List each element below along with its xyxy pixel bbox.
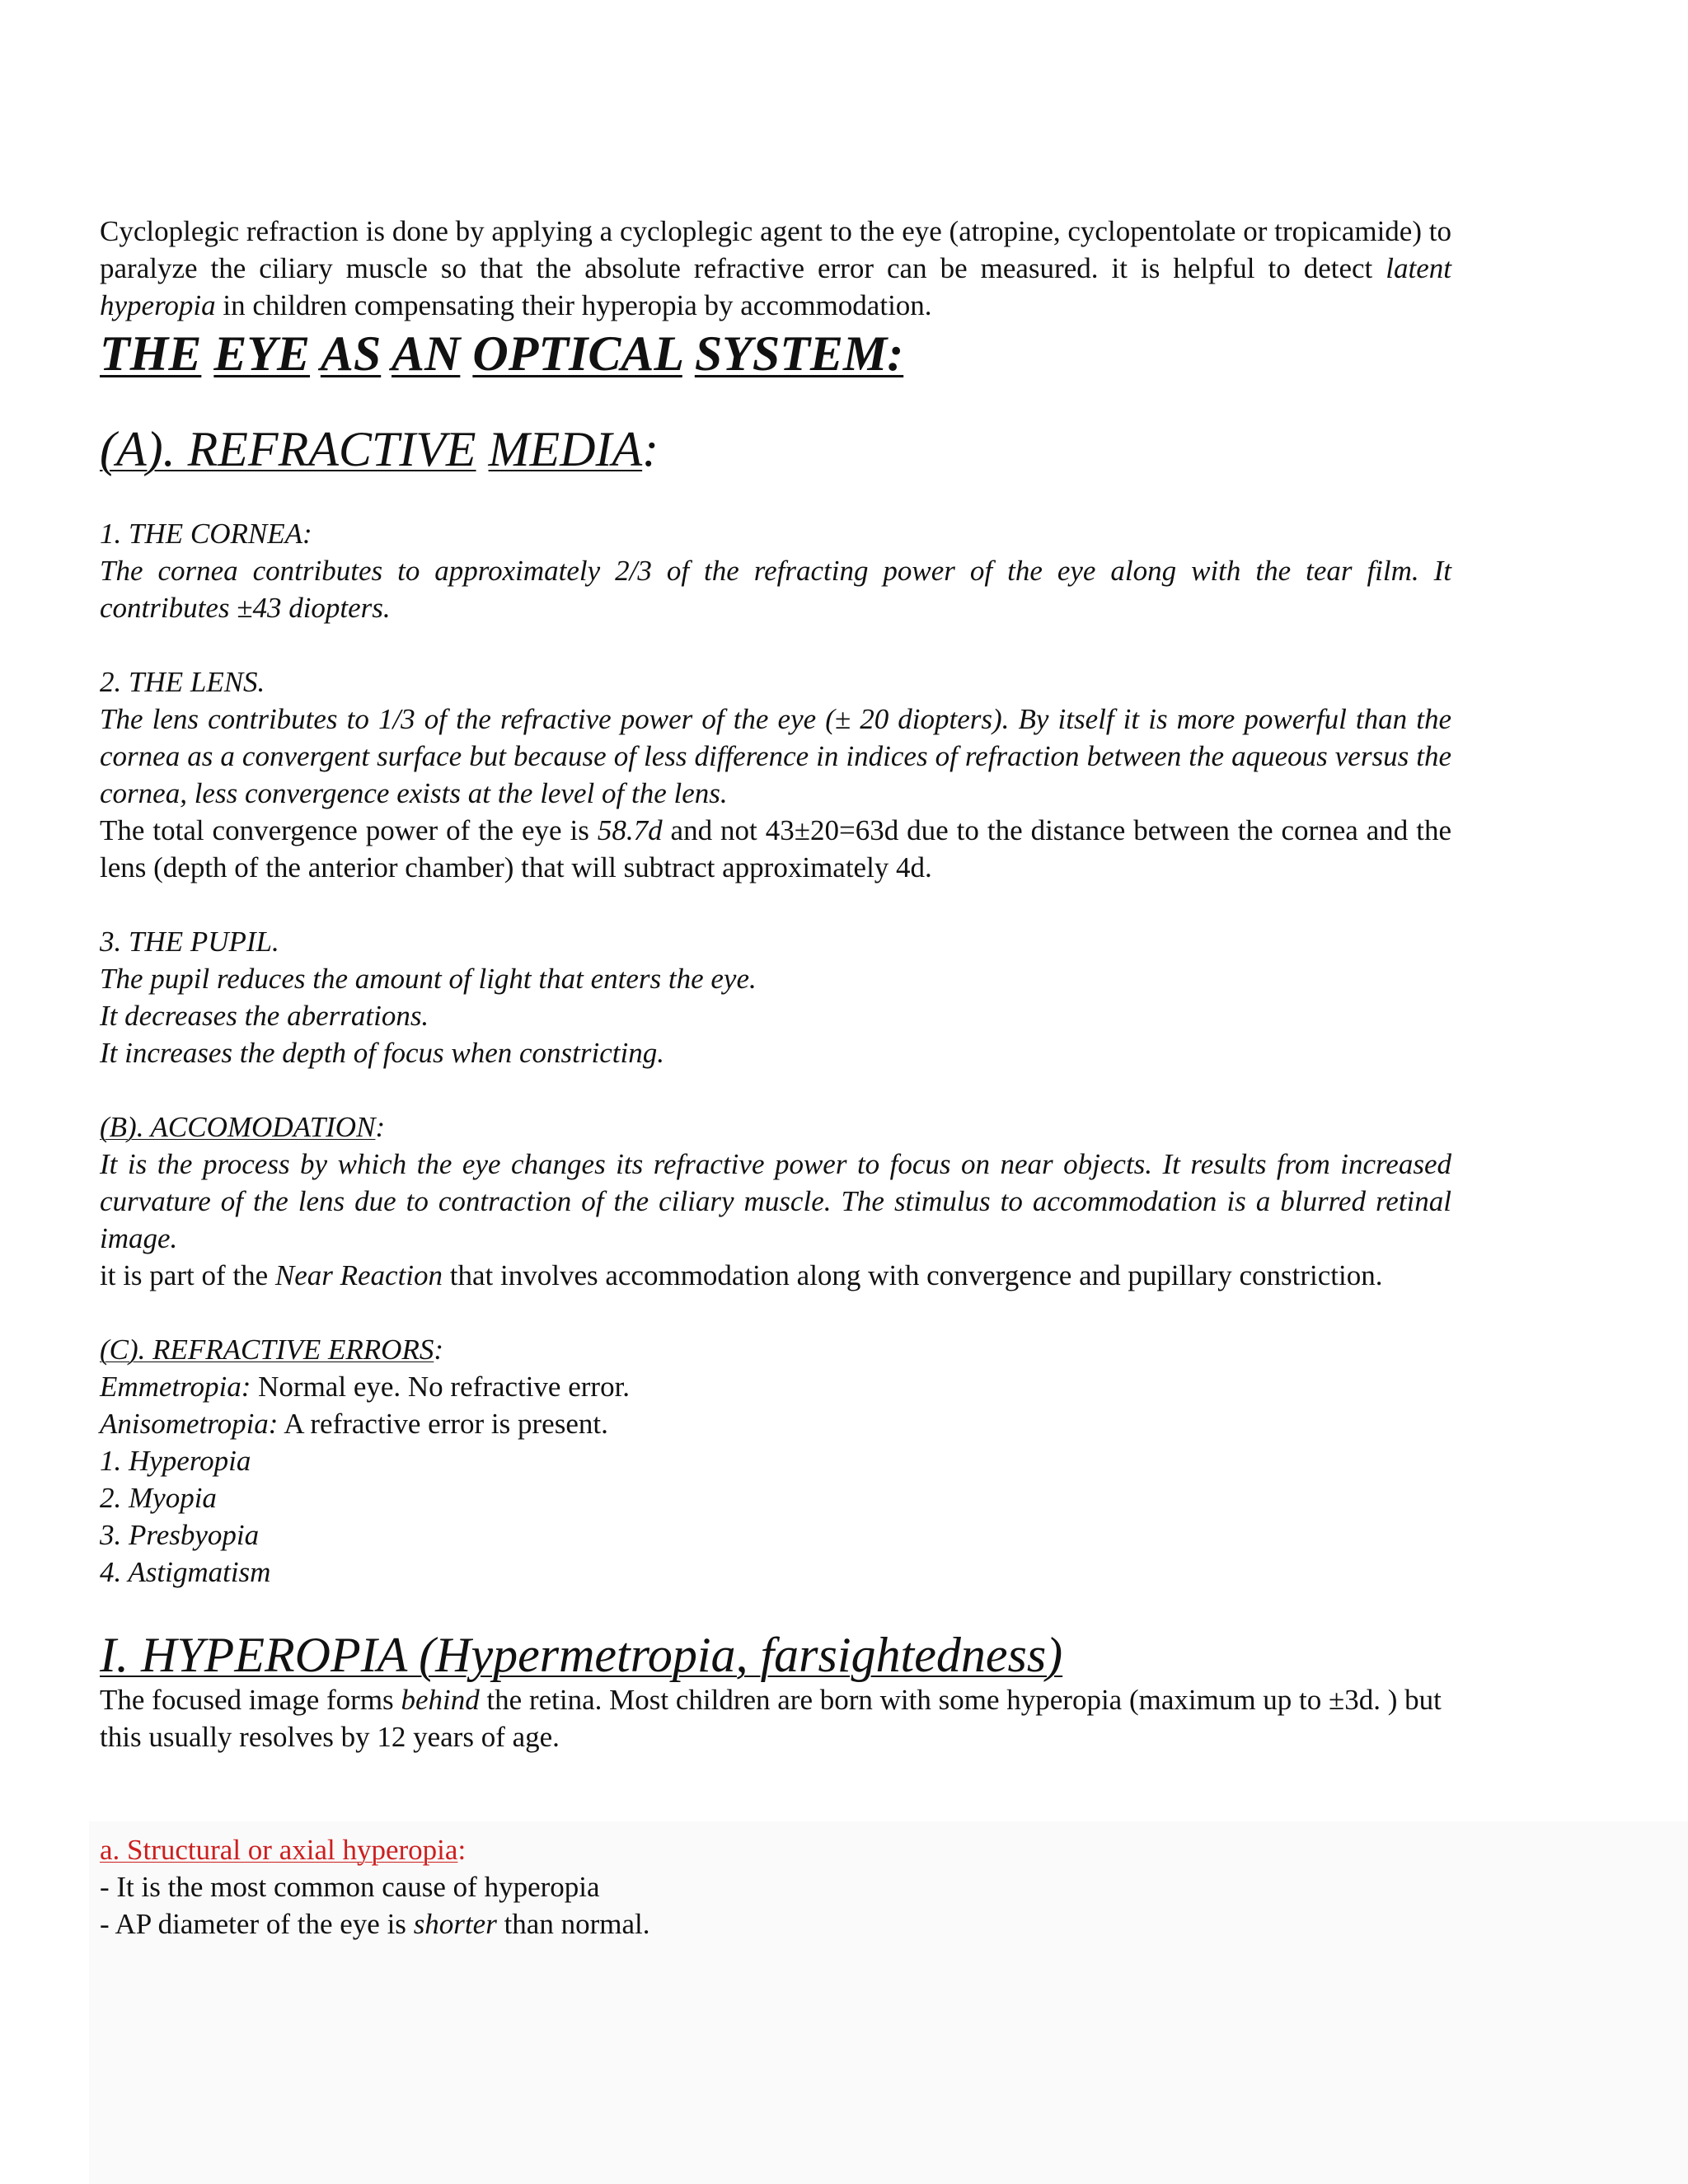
near-reaction-text: it is part of the Near Reaction that involves accommodation along with convergence and pupillary constriction. [100,1259,1383,1291]
section-a-heading: (A). REFRACTIVE MEDIA: [100,422,659,476]
refractive-error-item: 3. Presbyopia [100,1519,260,1551]
emmetropia-line: Emmetropia: Normal eye. No refractive error. [100,1371,631,1403]
hyperopia-heading: I. HYPEROPIA (Hypermetropia, farsightedness) [100,1628,1063,1682]
pupil-heading: 3. THE PUPIL. [100,926,279,958]
intro-paragraph: Cycloplegic refraction is done by applying a cycloplegic agent to the eye (atropine, cyclopentolate or tropicamide) to paralyze the ciliary muscle so that the absolute refractive error can be measured. it is helpful to detect latent hyperopia in children compensating their hyperopia by accommodation. [100,215,1451,321]
pupil-line: It decreases the aberrations. [100,1000,429,1032]
structural-line: - AP diameter of the eye is shorter than normal. [100,1908,650,1940]
cornea-heading: 1. THE CORNEA: [100,518,312,550]
structural-hyperopia-heading: a. Structural or axial hyperopia: [100,1834,467,1866]
refractive-error-item: 1. Hyperopia [100,1445,251,1477]
lens-heading: 2. THE LENS. [100,666,265,698]
document-page [100,213,1451,1943]
lens-text: The lens contributes to 1/3 of the refractive power of the eye (± 20 diopters). By itself it is more powerful than the cornea as a convergent surface but because of less difference in indices of refraction between the aqueous versus the cornea, less convergence exists at the level of the lens. [100,703,1451,809]
main-title: THE EYE AS AN OPTICAL SYSTEM: [100,326,904,381]
cornea-text: The cornea contributes to approximately 2/3 of the refracting power of the eye along with the tear film. It contributes ±43 diopters. [100,555,1451,624]
accommodation-text: It is the process by which the eye changes its refractive power to focus on near objects. It results from increased curvature of the lens due to contraction of the ciliary muscle. The stimulus to accommodation is a blurred retinal image. [100,1148,1451,1254]
section-b-heading: (B). ACCOMODATION: [100,1111,386,1143]
refractive-error-item: 2. Myopia [100,1482,217,1514]
hyperopia-text: The focused image forms behind the retina. Most children are born with some hyperopia (maximum up to ±3d. ) but this usually resolves by 12 years of age. [100,1684,1442,1753]
refractive-error-item: 4. Astigmatism [100,1556,271,1588]
pupil-line: It increases the depth of focus when constricting. [100,1037,664,1069]
total-power-text: The total convergence power of the eye is 58.7d and not 43±20=63d due to the distance between the cornea and the lens (depth of the anterior chamber) that will subtract approximately 4d. [100,814,1451,883]
pupil-line: The pupil reduces the amount of light that enters the eye. [100,963,757,995]
structural-line: - It is the most common cause of hyperopia [100,1871,600,1903]
section-c-heading: (C). REFRACTIVE ERRORS: [100,1333,443,1366]
anisometropia-line: Anisometropia: A refractive error is present. [100,1408,608,1440]
